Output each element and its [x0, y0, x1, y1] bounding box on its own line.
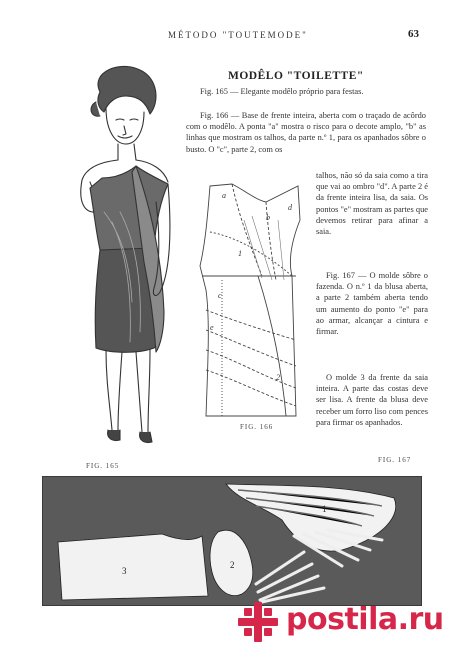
article-title: MODÊLO "TOILETTE" [228, 70, 364, 82]
paragraph-fig167: Fig. 167 — O molde sôbre o fazenda. O n.º 1 da blusa aberta, a parte 2 também aberta tendo um aumento do ponto "e" para ao armar, alcançar a cintura e firmar. [316, 271, 428, 337]
running-head: MÉTODO "TOUTEMODE" [168, 30, 308, 40]
pattern-part-1: 1 [238, 249, 242, 258]
pattern-label-c: c [218, 291, 222, 300]
pattern-part-2: 2 [276, 373, 280, 382]
fashion-illustration-fig165 [60, 62, 190, 462]
paragraph-fig167-continued: O molde 3 da frente da saia inteira. A parte das costas deve ser lisa. A frente da blusa deve receber um forro liso com pences para firmar os apanhados. [316, 373, 428, 427]
page-number: 63 [408, 28, 419, 40]
paragraph-fig166: Fig. 166 — Base de frente inteira, aberta com o traçado de acôrdo com o modêlo. A ponta "a" mostra o risco para o decote amplo, "b" as linhas que mostram os talhos, da parte n.º 1, para os apanhados sôbre o busto. O "c", parte 2, com os [186, 111, 426, 154]
paragraph-fig166-continued: talhos, não só da saia como a tira que vai ao ombro "d". A parte 2 é da frente inteira lisa, da saia. Os pontos "e" mostram as partes que devemos retirar para afinar a saia. [316, 171, 428, 237]
postila-watermark-text: postila.ru [286, 602, 444, 637]
pattern-label-d: d [288, 203, 292, 212]
postila-watermark[interactable] [236, 592, 452, 652]
paragraph-fig165: Fig. 165 — Elegante modêlo próprio para festas. [200, 87, 364, 96]
pattern-label-b: b [266, 213, 270, 222]
figure-caption-fig165: FIG. 165 [86, 462, 120, 470]
fabric-piece-2-label: 2 [230, 560, 235, 570]
figure-caption-fig167: FIG. 167 [378, 456, 412, 464]
pattern-draft-fig166 [192, 180, 308, 424]
fabric-piece-3-label: 3 [122, 566, 127, 576]
figure-caption-fig166: FIG. 166 [240, 423, 274, 431]
fabric-piece-1-label: 1 [322, 504, 327, 514]
fabric-layout-fig167 [42, 476, 422, 606]
pattern-label-e: e [210, 323, 214, 332]
postila-logo-icon [236, 600, 280, 644]
pattern-label-a: a [222, 191, 226, 200]
